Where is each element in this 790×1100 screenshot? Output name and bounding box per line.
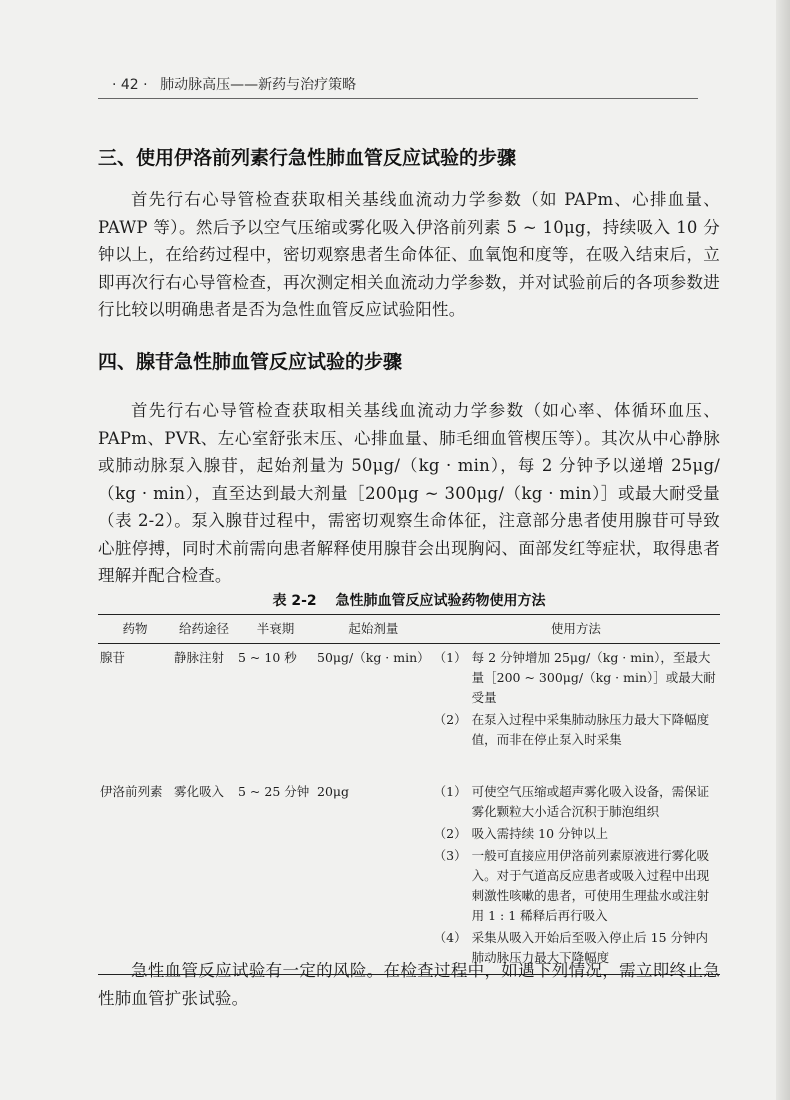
cell-route: 静脉注射 — [174, 650, 225, 665]
drug-usage-table — [98, 614, 720, 975]
cell-drug: 腺苷 — [100, 650, 126, 665]
section-heading-4: 四、腺苷急性肺血管反应试验的步骤 — [98, 351, 403, 373]
header-rule — [98, 98, 698, 99]
usage-item-text: 吸入需持续 10 分钟以上 — [471, 826, 608, 841]
usage-item-number: （3） — [433, 848, 467, 863]
cell-half-life: 5 ~ 10 秒 — [238, 650, 297, 665]
usage-item-text: 每 2 分钟增加 25μg/（kg · min），至最大量［200 ~ 300μg/（kg · min）］或最大耐受量 — [471, 650, 716, 705]
col-header-route: 给药途径 — [172, 615, 236, 644]
section-4-paragraph: 首先行右心导管检查获取相关基线血流动力学参数（如心率、体循环血压、PAPm、PVR、左心室舒张末压、心排血量、肺毛细血管楔压等）。其次从中心静脉或肺动脉泵入腺苷，起始剂量为 50μg/（kg · min），每 2 分钟予以递增 25μg/（kg · min），直至达到最大剂量［200μg ~ 300μg/（kg · min）］或最大耐受量（表 2-2）。泵入腺苷过程中，需密切观察生命体征，注意部分患者使用腺苷可导致心脏停搏，同时术前需向患者解释使用腺苷会出现胸闷、面部发红等症状，取得患者理解并配合检查。 — [98, 401, 720, 585]
table-number: 表 2-2 — [272, 593, 317, 609]
usage-item-text: 一般可直接应用伊洛前列素原液进行雾化吸入。对于气道高反应患者或吸入过程中出现刺激性咳嗽的患者，可使用生理盐水或注射用 1 : 1 稀释后再行吸入 — [471, 848, 710, 923]
usage-item — [434, 648, 718, 708]
col-header-usage: 使用方法 — [432, 615, 720, 644]
usage-item — [434, 846, 718, 926]
cell-half-life: 5 ~ 25 分钟 — [236, 756, 315, 975]
cell-start-dose: 20μg — [315, 756, 432, 975]
usage-item-number: （1） — [433, 784, 467, 799]
usage-item-number: （4） — [433, 930, 467, 945]
col-header-half-life: 半衰期 — [236, 615, 315, 644]
cell-usage — [432, 756, 720, 975]
cell-drug: 伊洛前列素 — [98, 756, 172, 975]
table-title: 急性肺血管反应试验药物使用方法 — [335, 593, 546, 609]
usage-item-text: 采集从吸入开始后至吸入停止后 15 分钟内肺动脉压力最大下降幅度 — [471, 930, 708, 965]
usage-item — [434, 710, 718, 750]
page-edge-shadow — [776, 0, 790, 1100]
usage-item-number: （2） — [433, 712, 467, 727]
usage-item-number: （2） — [433, 826, 467, 841]
cell-route: 雾化吸入 — [172, 756, 236, 975]
table-header-row — [98, 615, 720, 644]
section-heading-3: 三、使用伊洛前列素行急性肺血管反应试验的步骤 — [98, 147, 517, 169]
table-row — [98, 756, 720, 975]
usage-list — [434, 648, 718, 750]
usage-item-text: 在泵入过程中采集肺动脉压力最大下降幅度值，而非在停止泵入时采集 — [471, 712, 710, 747]
col-header-drug: 药物 — [98, 615, 172, 644]
usage-item-number: （1） — [433, 650, 467, 665]
usage-item — [434, 824, 718, 844]
usage-list — [434, 782, 718, 968]
page-number: · 42 · — [112, 77, 148, 93]
table-caption — [98, 590, 720, 610]
table-row — [98, 644, 720, 757]
running-head — [112, 74, 356, 94]
cell-start-dose: 50μg/（kg · min） — [317, 650, 430, 665]
section-3-paragraph: 首先行右心导管检查获取相关基线血流动力学参数（如 PAPm、心排血量、PAWP 等）。然后予以空气压缩或雾化吸入伊洛前列素 5 ~ 10μg，持续吸入 10 分钟以上，在给药过程中，密切观察患者生命体征、血氧饱和度等，在吸入结束后，立即再次行右心导管检查，再次测定相关血流动力学参数，并对试验前后的各项参数进行比较以明确患者是否为急性血管反应试验阳性。 — [98, 190, 720, 319]
usage-item-text: 可使空气压缩或超声雾化吸入设备，需保证雾化颗粒大小适合沉积于肺泡组织 — [471, 784, 710, 819]
closing-paragraph: 急性血管反应试验有一定的风险。在检查过程中，如遇下列情况，需立即终止急性肺血管扩张试验。 — [98, 961, 720, 1008]
cell-usage — [432, 644, 720, 757]
usage-item — [434, 782, 718, 822]
book-title: 肺动脉高压——新药与治疗策略 — [160, 77, 357, 93]
col-header-start-dose: 起始剂量 — [315, 615, 432, 644]
